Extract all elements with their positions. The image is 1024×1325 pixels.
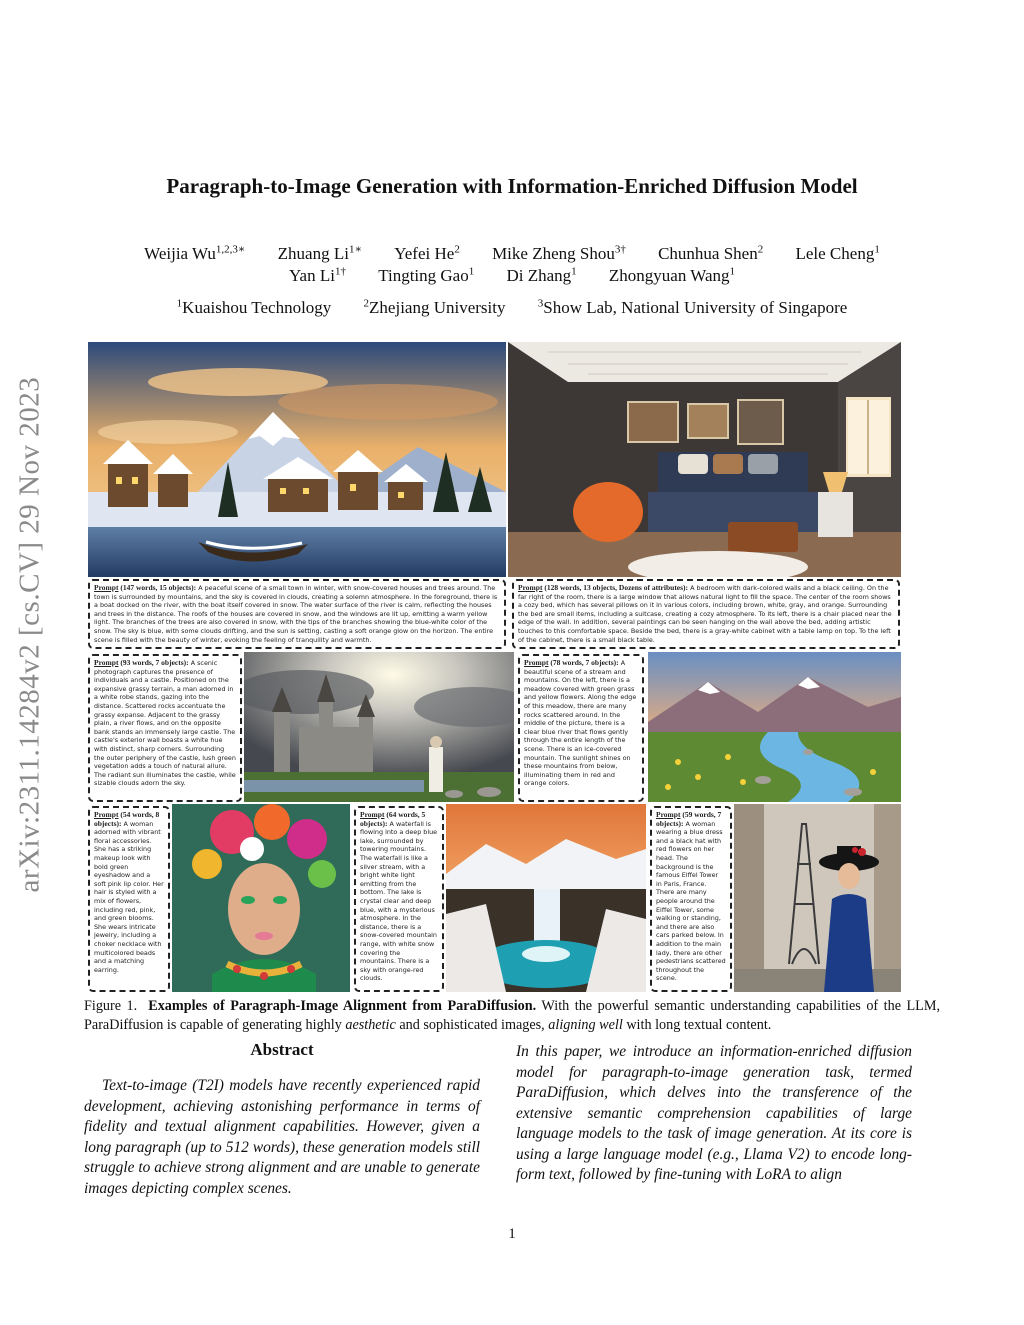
author: Di Zhang$^1$ (506, 265, 577, 285)
prompt-waterfall: Prompt (64 words, 5 objects): A waterfall is flowing into a deep blue lake, surrounded by towering mountains. The waterfall is like a silver stream, with a bright white light emitting from the bottom. The lake is crystal clear and deep blue, with a mysterious atmosphere. In the distance, there is a snow-covered mountain range, with white snow covering the mountains. There is a sky with orange-red clouds. (354, 806, 444, 992)
prompt-woman-flowers: Prompt (54 words, 8 objects): A woman adorned with vibrant floral accessories. She has a striking makeup look with bold green eyeshadow and a soft pink lip color. Her hair is styled with a mix of flowers, including red, pink, and green blooms. She wears intricate jewelry, including a choker necklace with multicolored beads and a matching earring. (88, 806, 170, 992)
authors-line-2 (60, 265, 964, 286)
authors-line-1 (60, 242, 964, 264)
affiliation: $^1$Kuaishou Technology (176, 297, 332, 317)
page-number: 1 (508, 1226, 516, 1242)
prompt-winter-town: Prompt (147 words, 15 objects): A peaceful scene of a small town in winter, with snow-covered houses and trees around. The town is surrounded by mountains, and the sky is covered in clouds, creating a solemn atmosphere. In the foreground, there is a boat docked on the river, with the boat itself covered in snow. The water surface of the river is calm, reflecting the houses and trees in the distance. The roofs of the houses are covered in snow, and the windows are lit up, emitting a warm yellow light. The branches of the trees are also covered in snow, with the tips of the branches showing the blue-white color of the snow. The sky is blue, with some clouds drifting, and the sun is setting, casting a soft orange glow on the horizon. The entire scene is filled with the beauty of winter, evoking the feeling of tranquility and warmth. (88, 579, 506, 649)
author: Weijia $Wu^{1,2,3∗}$ (144, 243, 246, 263)
castle-image (244, 652, 514, 802)
bedroom-image (508, 342, 901, 577)
waterfall-image (446, 804, 646, 992)
author: Yan $Li^{1\dagger}$ (288, 265, 346, 285)
paris-woman-image (734, 804, 901, 992)
author: Lele Cheng$^1$ (795, 243, 880, 263)
affiliation: $^3$Show Lab, National University of Singapore (537, 297, 848, 317)
abstract-body: Text-to-image (T2I) models have recently experienced rapid development, achieving astonishing performance in terms of fidelity and textual alignment capabilities. However, given a long paragraph (up to 512 words), these generation models still struggle to achieve strong alignment and are unable to generate images depicting complex scenes. (84, 1077, 480, 1197)
woman-flowers-image (172, 804, 350, 992)
prompt-meadow: Prompt (78 words, 7 objects): A beautiful scene of a stream and mountains. On the left, there is a meadow covered with green grass and yellow flowers. Along the edge of this meadow, there are many rocks scattered around. In the middle of the picture, there is a clear blue river that flows gently through the entire length of the scene. There is an ice-covered mountain. The sunlight shines on these mountains from below, illuminating them in red and orange colors. (518, 654, 644, 802)
author: Zhuang $Li^{1∗}$ (277, 243, 362, 263)
author: Mike Zheng Shou$^{3\dagger}$ (492, 243, 626, 263)
prompt-castle: Prompt (93 words, 7 objects): A scenic photograph captures the presence of individuals and a castle. Positioned on the expansive grassy terrain, a man adorned in a white robe stands, gazing into the distance. Scattered rocks accentuate the grassy expanse. Adjacent to the grassy plain, a river flows, and on the opposite bank stands an immensely large castle. The castle's exterior wall boasts a white hue with distinct, sharp corners. Surrounding the outer periphery of the castle, lush green vegetation adds a touch of natural allure. The radiant sun illuminates the castle, while sizable clouds adorn the sky. (88, 654, 242, 802)
affiliations (60, 297, 964, 318)
arxiv-stamp: arXiv:2311.14284v2 [cs.CV] 29 Nov 2023 (13, 376, 46, 893)
author: Chunhua Shen$^2$ (658, 243, 764, 263)
author: Yefei He$^2$ (394, 243, 460, 263)
author: Tingting Gao$^1$ (378, 265, 475, 285)
abstract-heading: Abstract (250, 1040, 314, 1059)
affiliation: $^2$Zhejiang University (363, 297, 506, 317)
paper-title: Paragraph-to-Image Generation with Information-Enriched Diffusion Model (166, 174, 858, 198)
prompt-bedroom: Prompt (128 words, 13 objects, Dozens of attributes): A bedroom with dark-colored walls and a black ceiling. On the far right of the room, there is a large window that allows natural light to fill the space. The center of the room shows a cozy bed, which has several pillows on it in various colors, including brown, white, gray, and orange. Surrounding the bed are small items, including a suitcase, creating a cozy atmosphere. To its left, there is a chair placed near the edge of the wall. In addition, several paintings can be seen hanging on the wall above the bed, adding artistic touches to this comfortable space. Beside the bed, there is a gray-white cabinet with a table lamp on top. To the left of the cabinet, there is a small black table. (512, 579, 900, 649)
winter-town-image (88, 342, 506, 577)
figure-caption: Figure 1. Examples of Paragraph-Image Alignment from ParaDiffusion. With the powerful semantic understanding capabilities of the LLM, ParaDiffusion is capable of generating highly aesthetic and sophisticated images, aligning well with long textual content. (84, 998, 941, 1033)
prompt-paris-woman: Prompt (59 words, 7 objects): A woman wearing a blue dress and a black hat with red flowers on her head. The background is the famous Eiffel Tower in Paris, France. There are many people around the Eiffel Tower, some walking or standing, and there are also cars parked below. In addition to the main lady, there are other pedestrians scattered throughout the scene. (650, 806, 732, 992)
mountain-stream-image (648, 652, 901, 802)
author: Zhongyuan Wang$^1$ (608, 265, 736, 285)
intro-paragraph: In this paper, we introduce an information-enriched diffusion model for paragraph-to-image generation task, termed ParaDiffusion, which delves into the transference of the extensive semantic comprehension capabilities of large language models to the task of image generation. At its core is using a large language model (e.g., Llama V2) to encode long-form text, followed by fine-tuning with LoRA to align (516, 1043, 912, 1183)
